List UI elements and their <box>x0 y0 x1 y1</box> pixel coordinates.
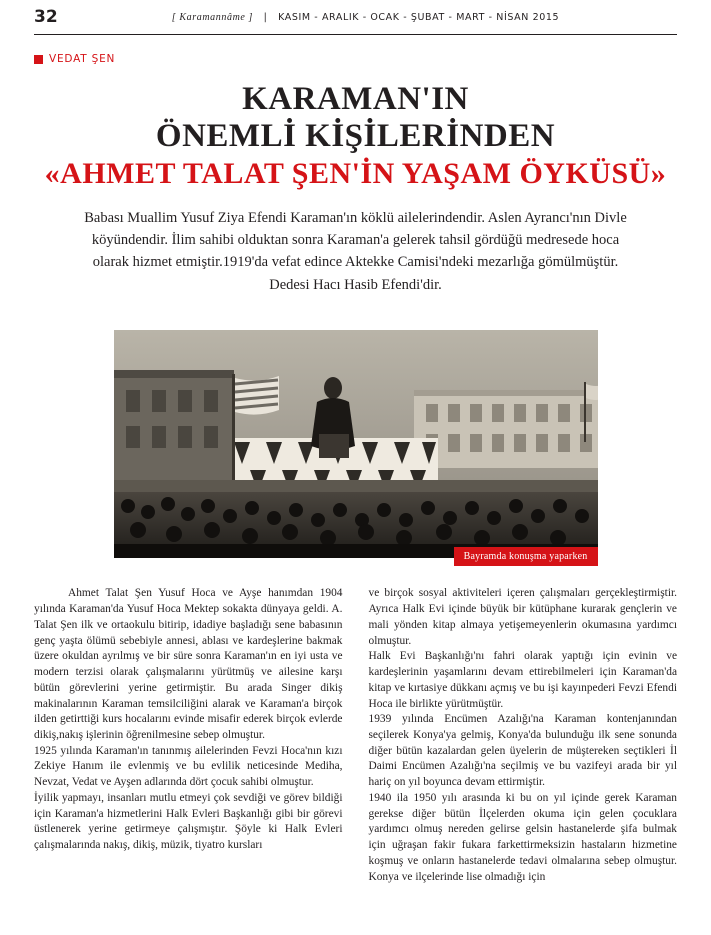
issue-date: KASIM - ARALIK - OCAK - ŞUBAT - MART - NİSAN 2015 <box>278 11 560 23</box>
page-title <box>34 81 677 191</box>
paragraph: Halk Evi Başkanlığı'nı fahri olarak yaptığı için evinin ve kardeşlerinin yaşamlarını devam ettirebilmeleri için Karaman'da kitap ve kırtasiye dükkanı açmış ve bu işi kayınpederi Fevzi Efendi Hoca ile birlikte yürütmüştür. <box>368 650 677 710</box>
article-deck: Babası Muallim Yusuf Ziya Efendi Karaman'ın köklü ailelerindendir. Aslen Ayrancı'nın Divle köyündendir. İlim sahibi olduktan sonra Karaman'a gelerek tahsil gördüğü medresede hoca olarak hizmet etmiştir.1919'da vefat edince Aktekke Camisi'ndeki mezarlığa gömülmüştür. Dedesi Hacı Hasib Efendi'dir. <box>84 209 627 293</box>
paragraph: Ahmet Talat Şen Yusuf Hoca ve Ayşe hanımdan 1904 yılında Karaman'da Yusuf Hoca Mektep sokakta dünyaya geldi. A. Talat Şen ilk ve ortaokulu bitirip, idadiye başladığı sene babasının genç yaşta ölümü sebebiyle annesi, ablası ve kardeşlerine bakmak üzere okuldan ayrılmış ve bir süre sonra Karaman'ın en iyi usta ve modern terzisi olarak çalışmalarını yürütmüş ve ailesine karşı bütün görevlerini yerine getirmiştir. Bu arada Singer dikiş makinalarının Karaman temsilciliğini alarak ve Karaman'a birçok ilden getirttiği kurs hocalarını evinde misafir ederek birçok evlerde dikiş,nakış işlerinin öğrenilmesine sebep olmuştur. <box>34 587 343 741</box>
photo-illustration <box>114 330 598 558</box>
paragraph: 1925 yılında Karaman'ın tanınmış ailelerinden Fevzi Hoca'nın kızı Zekiye Hanım ile evlenmiş ve bu evlilik neticesinde Mediha, Nevzat, Vedat ve Ayşen adlarında dört çocuk sahibi olmuştur. <box>34 744 343 789</box>
title-line-2: ÖNEMLİ KİŞİLERİNDEN <box>155 117 556 154</box>
column-right <box>369 586 678 885</box>
magazine-name: [ Karamannâme ] <box>171 11 254 23</box>
article-body <box>34 586 677 885</box>
title-line-1: KARAMAN'IN <box>242 81 469 117</box>
paragraph: 1939 yılında Encümen Azalığı'na Karaman kontenjanından seçilerek Konya'ya gelmiş, Konya'da bulunduğu ilk sene sonunda diğer bütün kazalardan gelen üyelerin de müştereken seçtikleri İl Daimi Encümen Azalığı'na seçilmiş ve bu vazifeyi arada bir yıl hariç on yıl boyunca devam ettirmiştir. <box>368 713 677 789</box>
page-header <box>34 0 677 35</box>
byline <box>34 53 677 65</box>
paragraph: İyilik yapmayı, insanları mutlu etmeyi çok sevdiği ve görev bildiği için Karaman'a hizmetlerini Halk Evleri Başkanlığı gibi bir görevi üstlenerek yerine getirmeye çalışmıştır. Şöyle ki Halk Evleri çalışmalarında nakış, dikiş, müzik, tiyatro kursları <box>34 791 343 852</box>
author-name: VEDAT ŞEN <box>49 53 116 65</box>
article-photo-block <box>114 330 598 563</box>
column-left <box>34 586 343 885</box>
square-bullet-icon <box>34 55 43 64</box>
paragraph: ve birçok sosyal aktiviteleri içeren çalışmaları gerçekleştirmiştir. Ayrıca Halk Evi içinde büyük bir kütüphane kurarak gençlerin ve mali yönden kitap almaya yetişemeyenlerin okumasına yardımcı olmuştur. <box>368 587 677 647</box>
running-head-separator: | <box>263 11 268 23</box>
title-line-3: «AHMET TALAT ŞEN'İN YAŞAM ÖYKÜSÜ» <box>44 156 667 190</box>
article-photo <box>114 330 598 558</box>
folio-number: 32 <box>34 7 58 27</box>
paragraph: 1940 ila 1950 yılı arasında ki bu on yıl içinde gerek Karaman gerekse diğer bütün İlçelerden okuma için gelen çocuklara yardımcı olmuş nereden gelirse gelsin hastanelerde şifa bulmak için uğraşan fakir fukara farkettirmeksizin hastaların hizmetine koşmuş ve onların hastanelerde tedavi olmalarına sebep olmuştur. Konya ve ilçelerinde lise olmadığı için <box>368 791 677 883</box>
photo-caption: Bayramda konuşma yaparken <box>454 547 598 566</box>
running-head <box>114 12 677 23</box>
